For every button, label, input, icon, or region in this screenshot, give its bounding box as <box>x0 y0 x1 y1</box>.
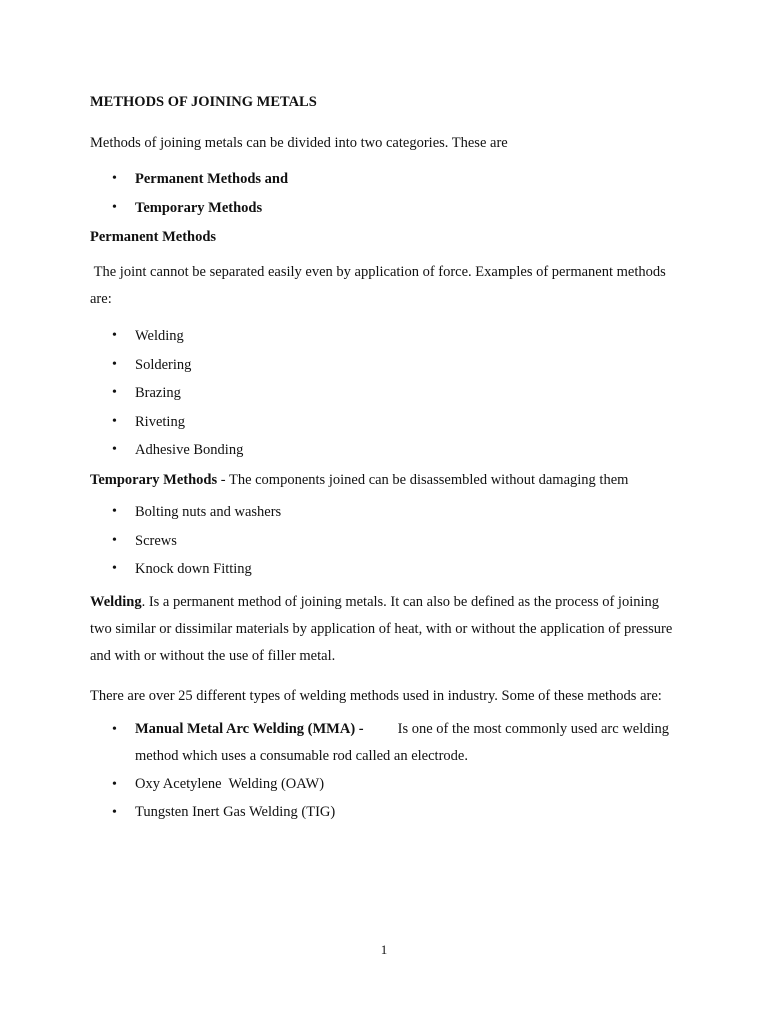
bullet-icon: • <box>112 413 117 429</box>
method-label: Brazing <box>135 385 181 401</box>
bullet-icon: • <box>112 722 117 737</box>
method-label: Screws <box>135 532 177 549</box>
category-list <box>90 169 680 218</box>
list-item <box>90 502 680 522</box>
list-item <box>90 799 680 826</box>
method-label: Adhesive Bonding <box>135 442 244 458</box>
category-label: Temporary Methods <box>135 200 263 216</box>
bullet-icon: • <box>112 561 117 576</box>
bullet-icon: • <box>112 385 117 400</box>
welding-methods-list <box>90 716 680 826</box>
method-label: Bolting nuts and washers <box>135 504 282 520</box>
method-label: Welding <box>135 328 184 344</box>
bullet-icon: • <box>112 171 117 186</box>
list-item <box>90 716 680 770</box>
list-item <box>90 169 680 189</box>
temporary-paragraph <box>90 470 680 490</box>
list-item <box>90 383 680 403</box>
permanent-methods-list <box>90 326 680 460</box>
category-label: Permanent Methods and <box>135 171 289 187</box>
temporary-description: - The components joined can be disassembled without damaging them <box>217 472 629 488</box>
welding-types-intro: There are over 25 different types of welding methods used in industry. Some of these methods are: <box>90 688 662 704</box>
permanent-heading: Permanent Methods <box>90 229 217 245</box>
bullet-icon: • <box>112 200 117 215</box>
method-label: Riveting <box>135 413 185 430</box>
bullet-icon: • <box>112 356 117 372</box>
temporary-heading: Temporary Methods <box>90 472 218 488</box>
list-item <box>90 412 680 432</box>
bullet-icon: • <box>112 328 117 343</box>
welding-method-name: Oxy Acetylene Welding (OAW) <box>135 776 325 792</box>
welding-description: . Is a permanent method of joining metals. It can also be defined as the process of joining two similar or dissimilar materials by application of heat, with or without the application of pressure and with or without the use of filler metal. <box>90 594 673 664</box>
page-number: 1 <box>380 942 388 957</box>
welding-heading: Welding <box>90 594 142 610</box>
welding-method-name: Manual Metal Arc Welding (MMA) - <box>135 721 364 737</box>
bullet-icon: • <box>112 777 117 792</box>
document-title: METHODS OF JOINING METALS <box>90 94 317 110</box>
bullet-icon: • <box>112 442 117 457</box>
method-label: Knock down Fitting <box>135 561 252 577</box>
welding-method-detail: Is one of the most commonly used arc welding method which uses a consumable rod called an electrode. <box>135 721 670 764</box>
list-item <box>90 559 680 579</box>
bullet-icon: • <box>112 504 117 519</box>
document-page <box>90 92 680 827</box>
list-item <box>90 771 680 798</box>
intro-paragraph: Methods of joining metals can be divided into two categories. These are <box>90 135 508 151</box>
list-item <box>90 355 680 375</box>
permanent-description: The joint cannot be separated easily even by application of force. Examples of permanent methods are: <box>90 264 670 307</box>
temporary-methods-list <box>90 502 680 579</box>
list-item <box>90 326 680 346</box>
bullet-icon: • <box>112 805 117 820</box>
method-label: Soldering <box>135 356 192 373</box>
welding-method-name: Tungsten Inert Gas Welding (TIG) <box>135 804 336 820</box>
list-item <box>90 440 680 460</box>
list-item <box>90 531 680 551</box>
welding-paragraph <box>90 589 680 670</box>
bullet-icon: • <box>112 532 117 548</box>
list-item <box>90 198 680 218</box>
